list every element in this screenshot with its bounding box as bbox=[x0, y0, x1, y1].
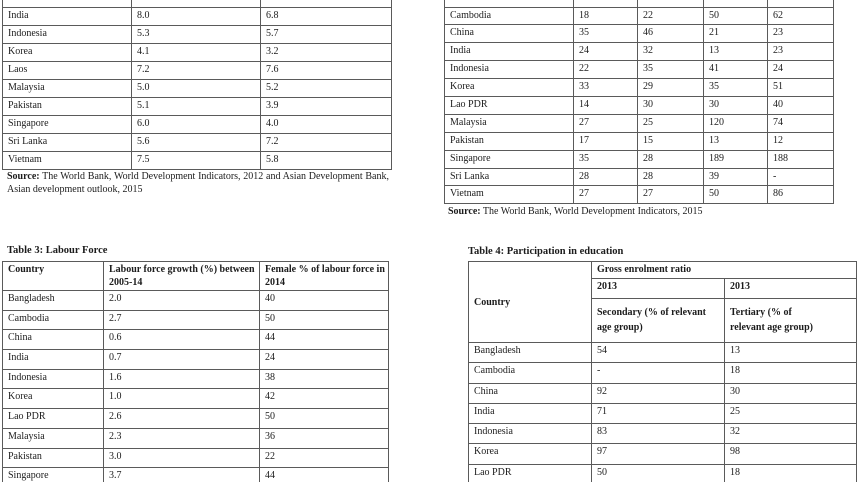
table-row bbox=[3, 97, 392, 115]
table-cell: 7.5 bbox=[132, 151, 261, 169]
table-cell: 21 bbox=[704, 25, 768, 43]
table-cell: 22 bbox=[638, 7, 704, 25]
table-growth-indicators bbox=[2, 0, 392, 170]
table-row bbox=[3, 133, 392, 151]
table-cell: 50 bbox=[704, 186, 768, 204]
table-cell: 36 bbox=[260, 428, 389, 448]
table-cell: 0.6 bbox=[104, 330, 260, 350]
table-cell: 24 bbox=[260, 350, 389, 370]
table-row bbox=[445, 114, 834, 132]
table-cell: 35 bbox=[704, 79, 768, 97]
table-cell: - bbox=[768, 168, 834, 186]
table4-title: Table 4: Participation in education bbox=[468, 246, 624, 257]
table-cell: China bbox=[469, 383, 592, 403]
table-cell: 62 bbox=[768, 7, 834, 25]
table-cell: 14 bbox=[574, 96, 638, 114]
table-cell: 5.2 bbox=[261, 79, 392, 97]
table-row bbox=[445, 96, 834, 114]
table-row bbox=[3, 151, 392, 169]
t3-header-country: Country bbox=[3, 262, 104, 291]
table-cell: 41 bbox=[704, 61, 768, 79]
table-row bbox=[3, 448, 389, 468]
table-cell: 40 bbox=[768, 96, 834, 114]
table-cell: 6.0 bbox=[132, 115, 261, 133]
table-cell: Vietnam bbox=[3, 151, 132, 169]
table-cell: Korea bbox=[3, 389, 104, 409]
header-line: Secondary (% of relevant bbox=[597, 307, 706, 318]
table-cell: 83 bbox=[592, 424, 725, 444]
table-cell: 5.3 bbox=[132, 25, 261, 43]
table-cell: 92 bbox=[592, 383, 725, 403]
table-cell: Indonesia bbox=[3, 25, 132, 43]
table-cell: Cambodia bbox=[469, 363, 592, 383]
table-cell: Korea bbox=[469, 444, 592, 464]
table-cell: Bangladesh bbox=[3, 291, 104, 311]
table-cell: 18 bbox=[725, 363, 857, 383]
table-row bbox=[3, 428, 389, 448]
header-row bbox=[469, 262, 857, 279]
table-cell: 1.0 bbox=[104, 389, 260, 409]
table-row bbox=[469, 464, 857, 482]
t3-header-female bbox=[260, 262, 389, 291]
table-row bbox=[3, 291, 389, 311]
table-cell: India bbox=[469, 403, 592, 423]
t4-header-year-tertiary: 2013 bbox=[725, 279, 857, 299]
table-cell bbox=[445, 0, 574, 7]
table-cell: 188 bbox=[768, 150, 834, 168]
table-cell: India bbox=[445, 43, 574, 61]
table-cell: 5.0 bbox=[132, 79, 261, 97]
table-row bbox=[469, 383, 857, 403]
table-cell: 189 bbox=[704, 150, 768, 168]
table-cell: 28 bbox=[574, 168, 638, 186]
table-cell: 33 bbox=[574, 79, 638, 97]
table-cell: 28 bbox=[638, 150, 704, 168]
table-cell: 29 bbox=[638, 79, 704, 97]
source-text: The World Bank, World Development Indicators, 2015 bbox=[480, 206, 703, 217]
table-row bbox=[445, 79, 834, 97]
table-cell: 13 bbox=[725, 343, 857, 363]
table-cell: 44 bbox=[260, 468, 389, 482]
table-cell bbox=[261, 0, 392, 7]
table-cell: 7.6 bbox=[261, 61, 392, 79]
header-line: Female % of labour force in bbox=[265, 264, 385, 275]
table-cell: 50 bbox=[260, 310, 389, 330]
header-line: Labour force growth (%) between bbox=[109, 264, 255, 275]
header-line: 2005-14 bbox=[109, 276, 143, 288]
table-row bbox=[469, 343, 857, 363]
table-education-participation bbox=[468, 261, 857, 482]
t4-header-tertiary bbox=[725, 299, 857, 343]
table-cell: 71 bbox=[592, 403, 725, 423]
table-cell: Lao PDR bbox=[3, 409, 104, 429]
table-cell: Sri Lanka bbox=[3, 133, 132, 151]
table-row bbox=[3, 310, 389, 330]
table-cell: Pakistan bbox=[3, 97, 132, 115]
table-row bbox=[3, 330, 389, 350]
table-cell bbox=[768, 0, 834, 7]
table-cell: Malaysia bbox=[445, 114, 574, 132]
table-row bbox=[445, 61, 834, 79]
table-cell: 5.6 bbox=[132, 133, 261, 151]
t3-header-growth bbox=[104, 262, 260, 291]
table-cell: 3.0 bbox=[104, 448, 260, 468]
table-cell: Singapore bbox=[445, 150, 574, 168]
table-row bbox=[3, 25, 392, 43]
table-cell: 30 bbox=[704, 96, 768, 114]
table-row bbox=[3, 7, 392, 25]
table-cell: 39 bbox=[704, 168, 768, 186]
table-cell: India bbox=[3, 7, 132, 25]
table-cell: 13 bbox=[704, 43, 768, 61]
table-cell bbox=[574, 0, 638, 7]
table-cell: 23 bbox=[768, 25, 834, 43]
table-row bbox=[469, 403, 857, 423]
table-cell: 2.0 bbox=[104, 291, 260, 311]
table-cell: Indonesia bbox=[469, 424, 592, 444]
table-cell: 22 bbox=[260, 448, 389, 468]
table-cell: Cambodia bbox=[3, 310, 104, 330]
table-cell: Pakistan bbox=[445, 132, 574, 150]
table-cell: Bangladesh bbox=[469, 343, 592, 363]
table-cell: 4.0 bbox=[261, 115, 392, 133]
table-cell: 2.7 bbox=[104, 310, 260, 330]
t4-header-group: Gross enrolment ratio bbox=[592, 262, 857, 279]
table-cell bbox=[704, 0, 768, 7]
table-row bbox=[3, 79, 392, 97]
header-line: 2014 bbox=[265, 276, 285, 288]
header-line: age group) bbox=[597, 322, 643, 333]
table-row bbox=[3, 115, 392, 133]
table-row bbox=[445, 168, 834, 186]
table-cell: 3.9 bbox=[261, 97, 392, 115]
table-cell: 30 bbox=[725, 383, 857, 403]
table-cell: 24 bbox=[768, 61, 834, 79]
table-row bbox=[469, 363, 857, 383]
table-row bbox=[445, 7, 834, 25]
table-row bbox=[3, 350, 389, 370]
table-cell: 50 bbox=[592, 464, 725, 482]
cropped-row bbox=[445, 0, 834, 7]
table-cell: India bbox=[3, 350, 104, 370]
table-cell: Korea bbox=[3, 43, 132, 61]
table-cell: 5.8 bbox=[261, 151, 392, 169]
table-cell: 35 bbox=[638, 61, 704, 79]
source-label: Source: bbox=[7, 171, 40, 182]
table-cell: Sri Lanka bbox=[445, 168, 574, 186]
table-row bbox=[469, 424, 857, 444]
table-cell: 22 bbox=[574, 61, 638, 79]
table-row bbox=[445, 132, 834, 150]
table-labour-force bbox=[2, 261, 389, 482]
table-cell: 4.1 bbox=[132, 43, 261, 61]
table-cell: 17 bbox=[574, 132, 638, 150]
table-cell: China bbox=[3, 330, 104, 350]
table-cell: 25 bbox=[638, 114, 704, 132]
table-cell: 50 bbox=[260, 409, 389, 429]
table-cell: 86 bbox=[768, 186, 834, 204]
table-cell bbox=[638, 0, 704, 7]
table-cell: 27 bbox=[574, 114, 638, 132]
table-row bbox=[445, 43, 834, 61]
table-row bbox=[3, 369, 389, 389]
table-cell: Malaysia bbox=[3, 428, 104, 448]
table-cell: 38 bbox=[260, 369, 389, 389]
table-cell: 42 bbox=[260, 389, 389, 409]
table-cell: 120 bbox=[704, 114, 768, 132]
table-row bbox=[445, 150, 834, 168]
table-row bbox=[3, 61, 392, 79]
table-row bbox=[445, 25, 834, 43]
table-development-indicators bbox=[444, 0, 834, 204]
source-note-growth bbox=[7, 171, 389, 196]
table-row bbox=[469, 444, 857, 464]
table-cell: Korea bbox=[445, 79, 574, 97]
header-line: relevant age group) bbox=[730, 322, 813, 333]
table-cell: 35 bbox=[574, 25, 638, 43]
table-cell: - bbox=[592, 363, 725, 383]
table-cell: 98 bbox=[725, 444, 857, 464]
table-cell: 12 bbox=[768, 132, 834, 150]
table-cell: 23 bbox=[768, 43, 834, 61]
table-cell: 13 bbox=[704, 132, 768, 150]
table-cell: 5.7 bbox=[261, 25, 392, 43]
table-row bbox=[3, 409, 389, 429]
table-cell: 5.1 bbox=[132, 97, 261, 115]
table-cell: Singapore bbox=[3, 468, 104, 482]
table-cell: 35 bbox=[574, 150, 638, 168]
table-cell: 30 bbox=[638, 96, 704, 114]
table-cell: 24 bbox=[574, 43, 638, 61]
table-cell: Laos bbox=[3, 61, 132, 79]
table-cell: 27 bbox=[574, 186, 638, 204]
table-cell: 50 bbox=[704, 7, 768, 25]
table-cell: 27 bbox=[638, 186, 704, 204]
table-cell: 1.6 bbox=[104, 369, 260, 389]
table-cell: 54 bbox=[592, 343, 725, 363]
table-cell: Indonesia bbox=[3, 369, 104, 389]
table-row bbox=[3, 389, 389, 409]
table-cell: 15 bbox=[638, 132, 704, 150]
table-cell: 0.7 bbox=[104, 350, 260, 370]
table-cell: 7.2 bbox=[261, 133, 392, 151]
table-cell bbox=[3, 0, 132, 7]
table3-title: Table 3: Labour Force bbox=[7, 245, 108, 256]
cropped-row bbox=[3, 0, 392, 7]
table-cell: 32 bbox=[638, 43, 704, 61]
t4-header-year-secondary: 2013 bbox=[592, 279, 725, 299]
table-cell: 74 bbox=[768, 114, 834, 132]
table-row bbox=[3, 468, 389, 482]
table-cell bbox=[132, 0, 261, 7]
table-cell: Lao PDR bbox=[469, 464, 592, 482]
table-cell: 3.2 bbox=[261, 43, 392, 61]
table-cell: 2.3 bbox=[104, 428, 260, 448]
table-cell: 46 bbox=[638, 25, 704, 43]
t4-header-country: Country bbox=[469, 262, 592, 343]
header-line: Tertiary (% of bbox=[730, 307, 792, 318]
table-cell: 40 bbox=[260, 291, 389, 311]
table-cell: Cambodia bbox=[445, 7, 574, 25]
table-cell: 6.8 bbox=[261, 7, 392, 25]
source-label: Source: bbox=[448, 206, 481, 217]
table-cell: 3.7 bbox=[104, 468, 260, 482]
table-cell: Malaysia bbox=[3, 79, 132, 97]
table-cell: China bbox=[445, 25, 574, 43]
table-cell: 97 bbox=[592, 444, 725, 464]
table-cell: 51 bbox=[768, 79, 834, 97]
table-cell: 18 bbox=[725, 464, 857, 482]
source-text: The World Bank, World Development Indicators, 2012 and Asian Development Bank, Asian development outlook, 2015 bbox=[7, 171, 389, 195]
table-cell: Pakistan bbox=[3, 448, 104, 468]
header-row bbox=[3, 262, 389, 291]
table-cell: Indonesia bbox=[445, 61, 574, 79]
table-cell: 32 bbox=[725, 424, 857, 444]
table-row bbox=[445, 186, 834, 204]
table-cell: 28 bbox=[638, 168, 704, 186]
table-cell: 44 bbox=[260, 330, 389, 350]
table-cell: 18 bbox=[574, 7, 638, 25]
table-cell: 25 bbox=[725, 403, 857, 423]
table-cell: Lao PDR bbox=[445, 96, 574, 114]
table-cell: 7.2 bbox=[132, 61, 261, 79]
table-cell: 8.0 bbox=[132, 7, 261, 25]
table-cell: Vietnam bbox=[445, 186, 574, 204]
t4-header-secondary bbox=[592, 299, 725, 343]
table-row bbox=[3, 43, 392, 61]
table-cell: 2.6 bbox=[104, 409, 260, 429]
table-cell: Singapore bbox=[3, 115, 132, 133]
source-note-indicators bbox=[448, 206, 848, 219]
